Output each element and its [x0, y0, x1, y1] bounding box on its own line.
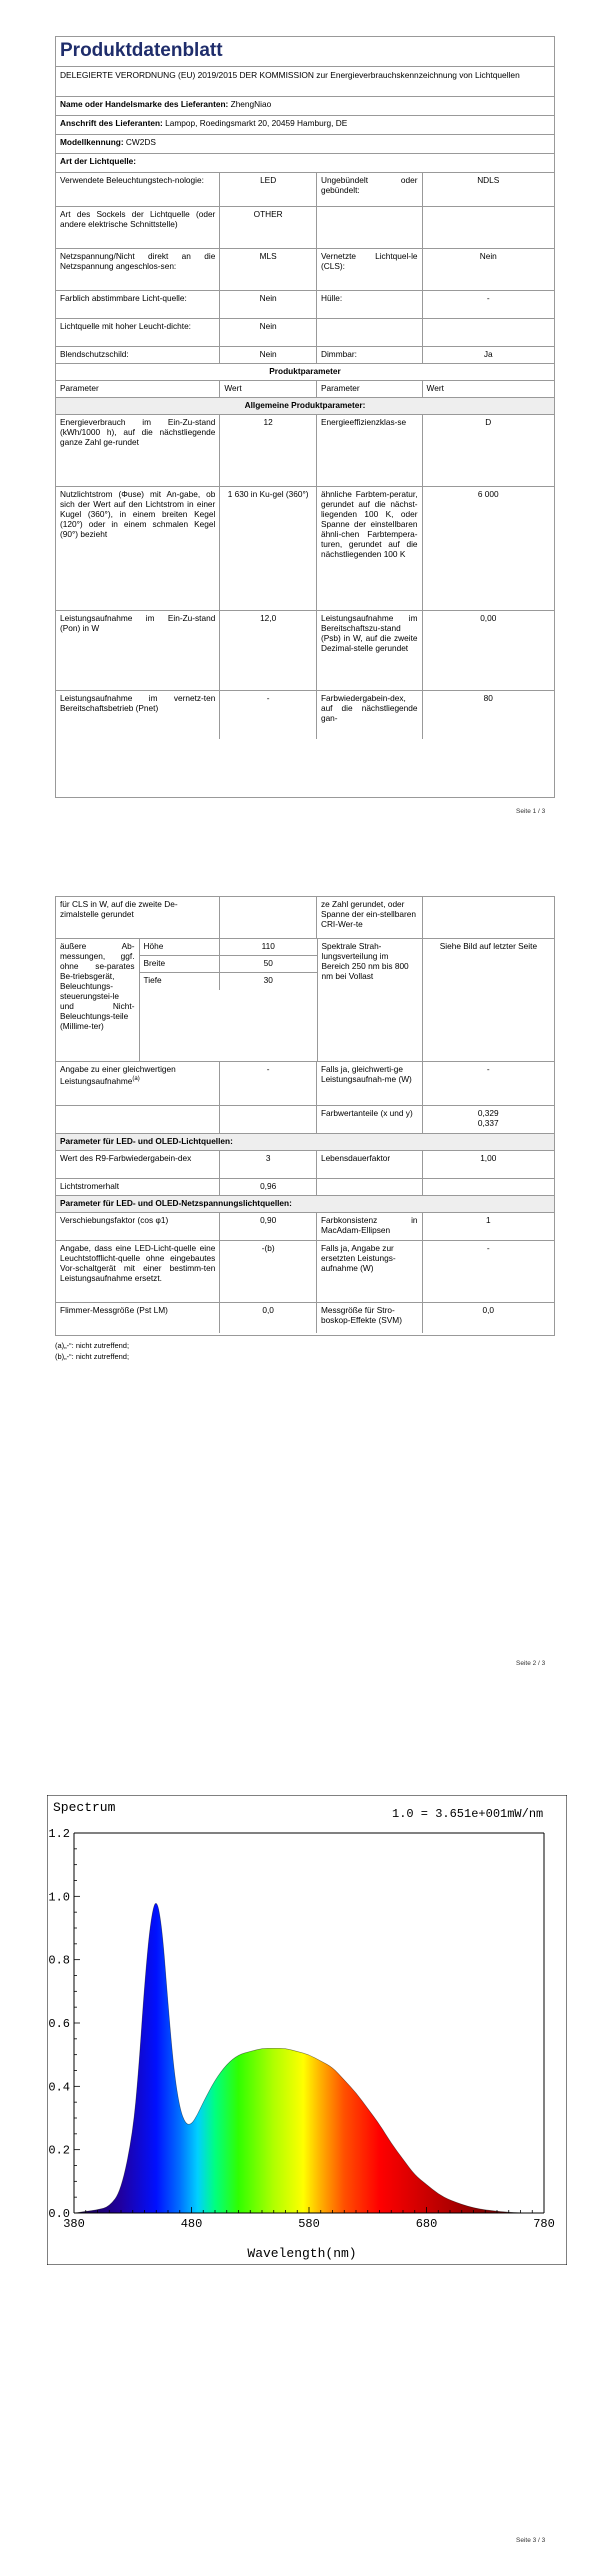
page-number: Seite 1 / 3 — [516, 808, 546, 815]
param-row: Angabe zu einer gleichwertigen Leistungsaufnahme$^{(a)}$ - Falls ja, gleichwerti-ge Leistungsaufnah-me (W) - — [56, 1062, 554, 1106]
footnote: (a)„-“: nicht zutreffend; — [55, 1341, 130, 1350]
y-tick-label: 0.4 — [48, 2080, 70, 2095]
x-tick-label: 480 — [180, 2217, 203, 2231]
param-row: Flimmer-Messgröße (Pst LM) 0,0 Messgröße für Stro-boskop-Effekte (SVM) 0,0 — [56, 1303, 554, 1333]
chart-note: 1.0 = 3.651e+001mW/nm — [392, 1807, 544, 1821]
param-row: Leistungsaufnahme im vernetz-ten Bereitschaftsbetrieb (Pnet) - Farbwiedergabein-dex, auf die nächstliegende gan- 80 — [56, 691, 554, 739]
param-row: Verschiebungsfaktor (cos φ1) 0,90 Farbkonsistenz in MacAdam-Ellipsen 1 — [56, 1213, 554, 1241]
dimensions-row: äußere Ab-messungen, ggf. ohne se-parates Be-triebsgerät, Beleuchtungs-steuerungstei-le und Nicht-Beleuchtungs-teile (Millime-ter) Höhe 110 Breite 50 Tiefe 30 Spektrale Strah-lungsverteilung im Bereich 250 nm bis 800 nm bei Vollast Siehe Bild auf letzter Seite — [56, 939, 554, 1062]
y-tick-label: 0.6 — [48, 2017, 70, 2031]
supplier-address-label: Anschrift des Lieferanten: — [60, 118, 163, 128]
page-number: Seite 3 / 3 — [516, 2537, 546, 2544]
regulation-text: DELEGIERTE VERORDNUNG (EU) 2019/2015 DER KOMMISSION zur Energieverbrauchskennzeichnung von Lichtquellen — [56, 67, 554, 97]
supplier-address: Lampop, Roedingsmarkt 20, 20459 Hamburg, DE — [165, 118, 348, 128]
footnotes — [55, 1340, 129, 1362]
supplier-name: ZhengNiao — [230, 99, 272, 109]
param-row: Nutzlichtstrom (Φuse) mit An-gabe, ob sich der Wert auf den Lichtstrom in einer Kugel (360°), in einem breiten Kegel (120°) oder in einem schmalen Kegel (90°) bezieht 1 630 in Ku-gel (360°) ähnliche Farbtem-peratur, gerundet auf die nächst-liegenden 100 K, oder Spanne der einstellbaren ähnli-chen Farbtempera-turen, gerundet auf die nächstliegenden 100 K 6 000 — [56, 487, 554, 611]
general-params-heading: Allgemeine Produktparameter: — [244, 400, 366, 410]
model-id: CW2DS — [125, 137, 156, 147]
type-row: Verwendete Beleuchtungstech-nologie: LED Ungebündelt oder gebündelt: NDLS — [56, 173, 554, 207]
x-tick-label: 580 — [298, 2217, 320, 2231]
datasheet-page-1 — [55, 36, 555, 798]
footnote: (b)„-“: nicht zutreffend; — [55, 1352, 130, 1361]
x-tick-label: 380 — [63, 2217, 85, 2231]
param-row: Angabe, dass eine LED-Licht-quelle eine Leuchtstofflicht-quelle ohne eingebautes Vor-schaltgerät mit einer bestimm-ten Leistungsaufnahme ersetzt. -(b) Falls ja, Angabe zur ersetzten Leistungs-aufnahme (W) - — [56, 1241, 554, 1303]
lightsource-type-label: Art der Lichtquelle: — [60, 156, 137, 166]
page-number: Seite 2 / 3 — [516, 1660, 546, 1667]
mains-heading: Parameter für LED- und OLED-Netzspannungslichtquellen: — [60, 1198, 292, 1208]
x-axis-label: Wavelength(nm) — [247, 2246, 357, 2261]
type-row: Blendschutzschild: Nein Dimmbar: Ja — [56, 347, 554, 364]
param-row: Wert des R9-Farbwiedergabein-dex 3 Lebensdauerfaktor 1,00 — [56, 1151, 554, 1179]
params-header-row: Parameter Wert Parameter Wert — [56, 381, 554, 398]
model-label: Modellkennung: — [60, 137, 124, 147]
chart-title: Spectrum — [53, 1800, 116, 1815]
spectrum-chart — [47, 1795, 567, 2265]
type-row: Farblich abstimmbare Licht-quelle: Nein Hülle: - — [56, 291, 554, 319]
document-title: Produktdatenblatt — [56, 37, 554, 67]
param-row: Leistungsaufnahme im Ein-Zu-stand (Pon) in W 12,0 Leistungsaufnahme im Bereitschaftszu-stand (Psb) in W, auf die zweite Dezimal-stelle gerundet 0,00 — [56, 611, 554, 691]
y-tick-label: 0.8 — [48, 1953, 70, 1968]
supplier-name-label: Name oder Handelsmarke des Lieferanten: — [60, 99, 229, 109]
y-tick-label: 0.0 — [48, 2207, 70, 2221]
y-tick-label: 1.0 — [48, 1890, 70, 1905]
type-row: Art des Sockels der Lichtquelle (oder andere elektrische Schnittstelle) OTHER — [56, 207, 554, 249]
datasheet-page-2 — [55, 896, 555, 1336]
type-row: Lichtquelle mit hoher Leucht-dichte: Nein — [56, 319, 554, 347]
param-row: Energieverbrauch im Ein-Zu-stand (kWh/1000 h), auf die nächstliegende ganze Zahl ge-rundet 12 Energieeffizienzklas-se D — [56, 415, 554, 487]
x-tick-label: 780 — [533, 2217, 555, 2231]
x-tick-label: 680 — [415, 2217, 438, 2231]
params-heading: Produktparameter — [269, 366, 341, 376]
param-row: Farbwertanteile (x und y) 0,329 0,337 — [56, 1106, 554, 1134]
param-row: für CLS in W, auf die zweite De-zimalstelle gerundet ze Zahl gerundet, oder Spanne der ein-stellbaren CRI-Wer-te — [56, 897, 554, 939]
y-tick-label: 0.2 — [48, 2143, 70, 2158]
led-heading: Parameter für LED- und OLED-Lichtquellen: — [60, 1136, 233, 1146]
param-row: Lichtstromerhalt 0,96 — [56, 1179, 554, 1196]
type-row: Netzspannung/Nicht direkt an die Netzspannung angeschlos-sen: MLS Vernetzte Lichtquel-le (CLS): Nein — [56, 249, 554, 291]
y-tick-label: 1.2 — [48, 1827, 70, 1841]
dimensions-label: äußere Ab-messungen, ggf. ohne se-parates Be-triebsgerät, Beleuchtungs-steuerungstei-le und Nicht-Beleuchtungs-teile (Millime-ter) — [56, 939, 140, 1061]
